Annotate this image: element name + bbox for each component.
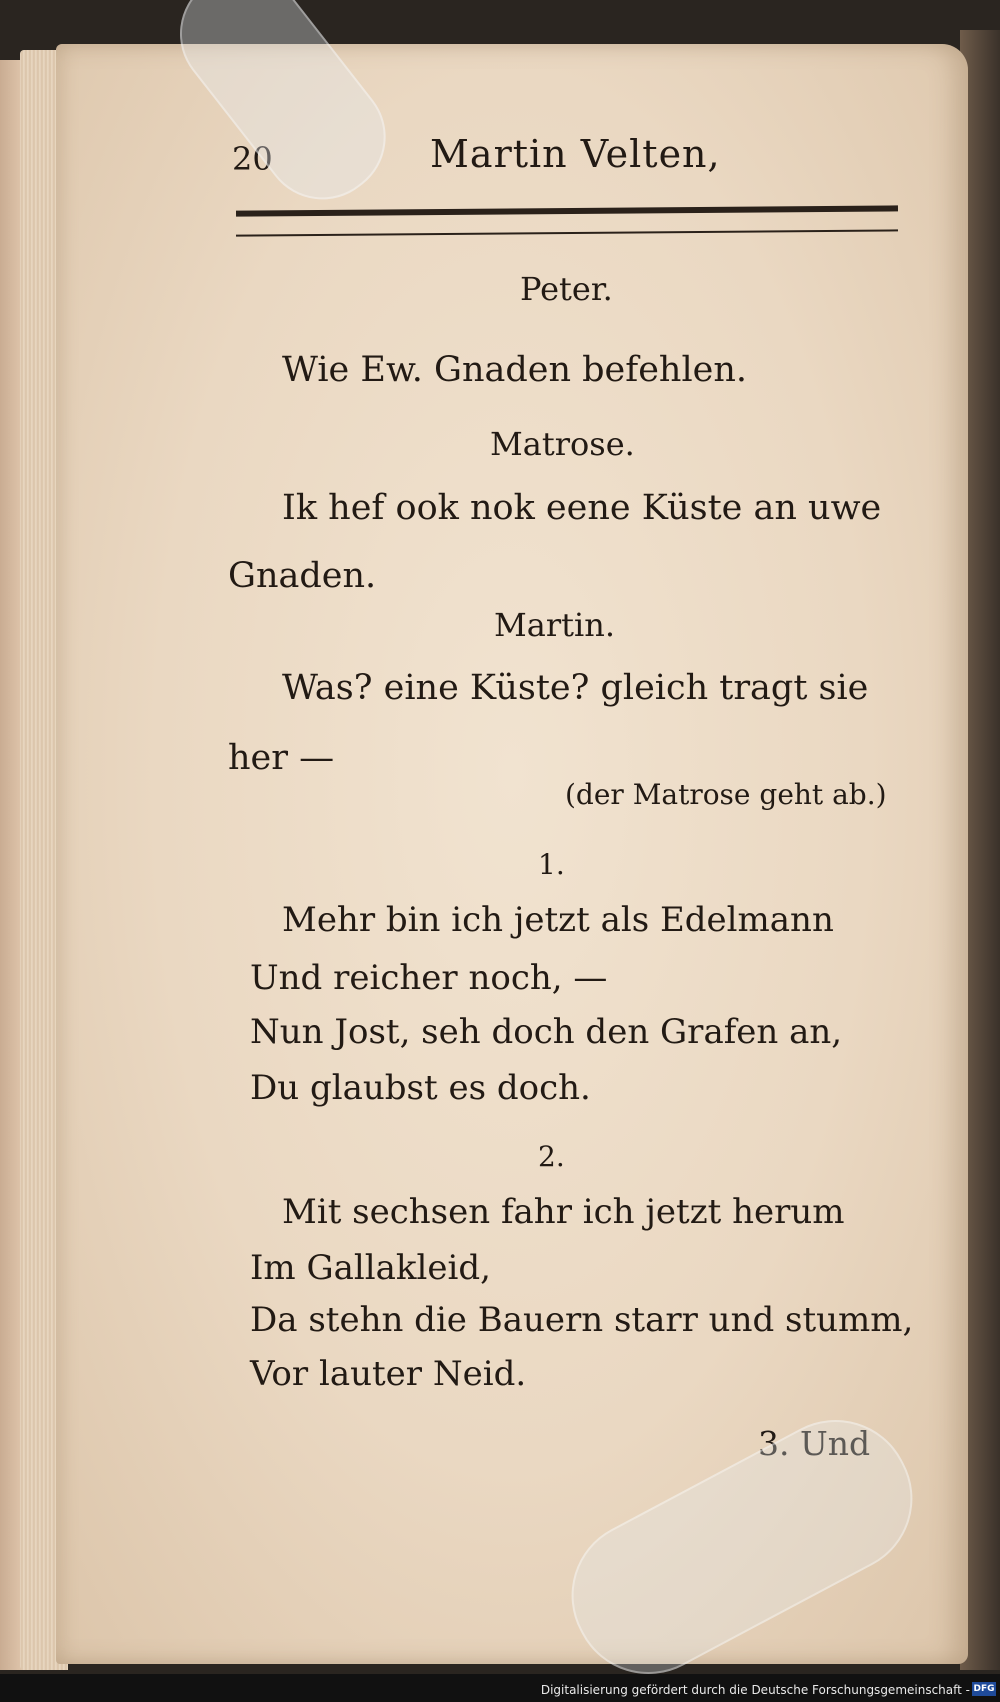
page-number: 20 bbox=[232, 140, 273, 178]
stanza-number: 1. bbox=[538, 848, 565, 881]
verse-line: Und reicher noch, — bbox=[250, 958, 608, 998]
dialogue-line: Was? eine Küste? gleich tragt sie bbox=[282, 668, 869, 708]
speaker-peter: Peter. bbox=[520, 270, 613, 308]
speaker-martin: Martin. bbox=[494, 606, 616, 644]
speaker-matrose: Matrose. bbox=[490, 425, 635, 463]
verse-line: Du glaubst es doch. bbox=[250, 1068, 591, 1108]
dialogue-line: Ik hef ook nok eene Küste an uwe bbox=[282, 488, 882, 528]
running-title: Martin Velten, bbox=[430, 132, 721, 176]
footer-credit: Digitalisierung gefördert durch die Deutsche Forschungsgemeinschaft - bbox=[540, 1683, 970, 1697]
dialogue-line: her — bbox=[228, 738, 335, 778]
verse-line: Mehr bin ich jetzt als Edelmann bbox=[282, 900, 834, 940]
verse-line: Vor lauter Neid. bbox=[250, 1354, 527, 1394]
verse-line: Nun Jost, seh doch den Grafen an, bbox=[250, 1012, 843, 1052]
catchword: 3. Und bbox=[758, 1424, 871, 1463]
verse-line: Da stehn die Bauern starr und stumm, bbox=[250, 1300, 914, 1340]
stanza-number: 2. bbox=[538, 1140, 565, 1173]
dialogue-line: Gnaden. bbox=[228, 556, 377, 596]
dialogue-line: Wie Ew. Gnaden befehlen. bbox=[282, 350, 748, 390]
verse-line: Im Gallakleid, bbox=[250, 1248, 491, 1288]
digitization-footer bbox=[0, 1674, 1000, 1702]
stage-direction: (der Matrose geht ab.) bbox=[565, 778, 887, 811]
dfg-logo: DFG bbox=[973, 1684, 995, 1694]
verse-line: Mit sechsen fahr ich jetzt herum bbox=[282, 1192, 845, 1232]
